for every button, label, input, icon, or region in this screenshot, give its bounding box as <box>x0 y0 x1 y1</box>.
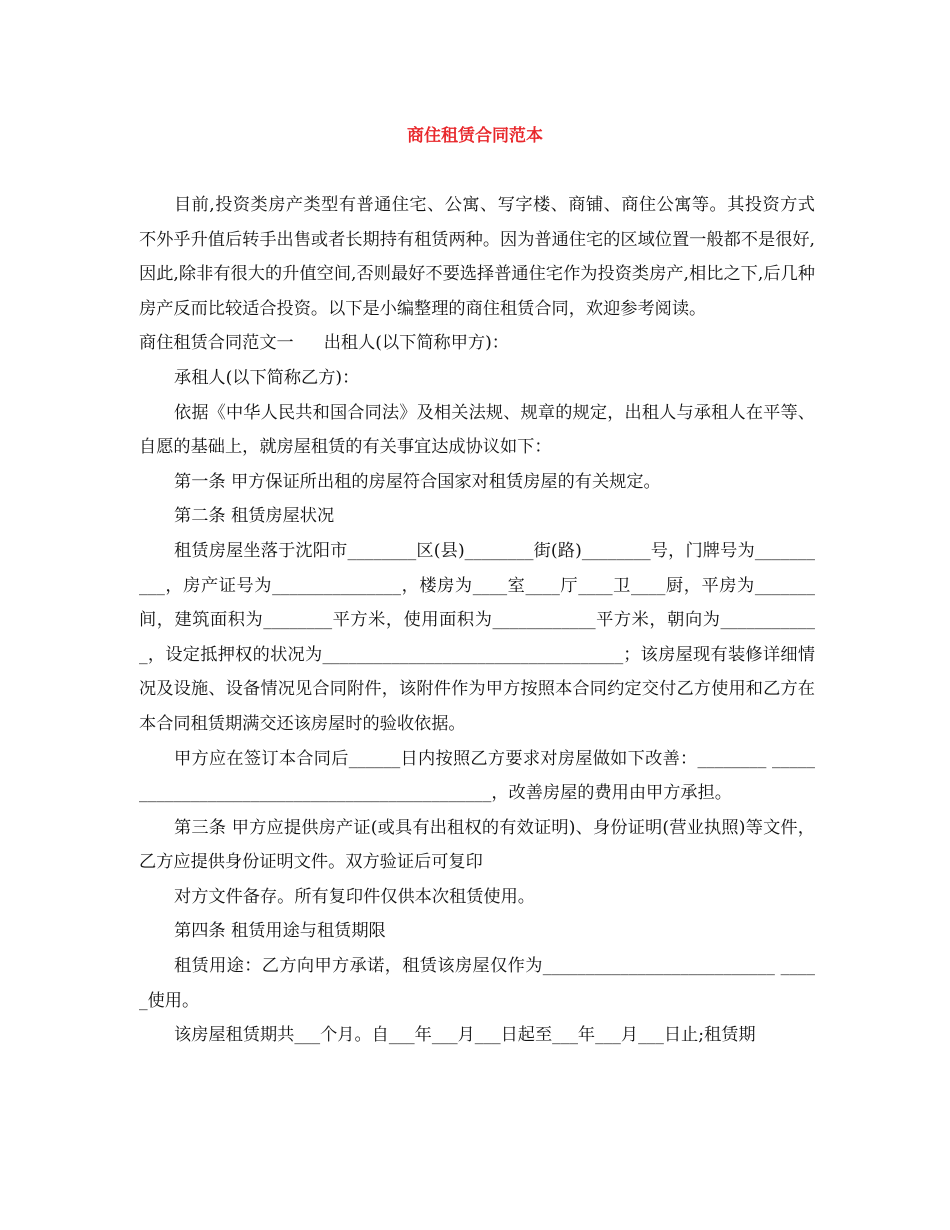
article-3-continued: 对方文件备存。所有复印件仅供本次租赁使用。 <box>174 886 535 907</box>
section-heading-line <box>139 326 815 361</box>
article-4-heading: 第四条 租赁用途与租赁期限 <box>174 921 386 942</box>
document-body <box>139 188 815 1053</box>
basis-paragraph: 依据《中华人民共和国合同法》及相关法规、规章的规定，出租人与承租人在平等、自愿的基础上，就房屋租赁的有关事宜达成协议如下： <box>139 402 815 458</box>
article-2-heading: 第二条 租赁房屋状况 <box>174 506 335 527</box>
lessor-line: 出租人(以下简称甲方)： <box>323 333 509 354</box>
article-2-improvement: 甲方应在签订本合同后______日内按照乙方要求对房屋做如下改善：________ ______________________________________________，改善房屋的费用由甲方承担。 <box>139 748 815 804</box>
article-4-term: 该房屋租赁期共___个月。自___年___月___日起至___年___月___日止;租赁期 <box>174 1025 756 1046</box>
article-1: 第一条 甲方保证所出租的房屋符合国家对租赁房屋的有关规定。 <box>174 471 661 492</box>
document-title: 商住租赁合同范本 <box>407 126 543 146</box>
article-4-usage: 租赁用途：乙方向甲方承诺，租赁该房屋仅作为___________________________ _____使用。 <box>139 956 815 1011</box>
intro-paragraph: 目前,投资类房产类型有普通住宅、公寓、写字楼、商铺、商住公寓等。其投资方式不外乎升值后转手出售或者长期持有租赁两种。因为普通住宅的区域位置一般都不是很好,因此,除非有很大的升值空间,否则最好不要选择普通住宅作为投资类房产,相比之下,后几种房产反而比较适合投资。以下是小编整理的商住租赁合同，欢迎参考阅读。 <box>139 195 815 319</box>
article-3: 第三条 甲方应提供房产证(或具有出租权的有效证明)、身份证明(营业执照)等文件，乙方应提供身份证明文件。双方验证后可复印 <box>139 817 815 873</box>
article-2-details: 租赁房屋坐落于沈阳市________区(县)________街(路)________号，门牌号为__________，房产证号为_______________，楼房为____室____厅____卫____厨，平房为_______间，建筑面积为________平方米，使用面积为____________平方米，朝向为____________，设定抵押权的状况为___________________________________；该房屋现有装修详细情况及设施、设备情况见合同附件，该附件作为甲方按照本合同约定交付乙方使用和乙方在本合同租赁期满交还该房屋时的验收依据。 <box>139 540 815 734</box>
section-label: 商住租赁合同范文一 <box>139 333 294 354</box>
lessee-line: 承租人(以下简称乙方)： <box>174 367 360 388</box>
